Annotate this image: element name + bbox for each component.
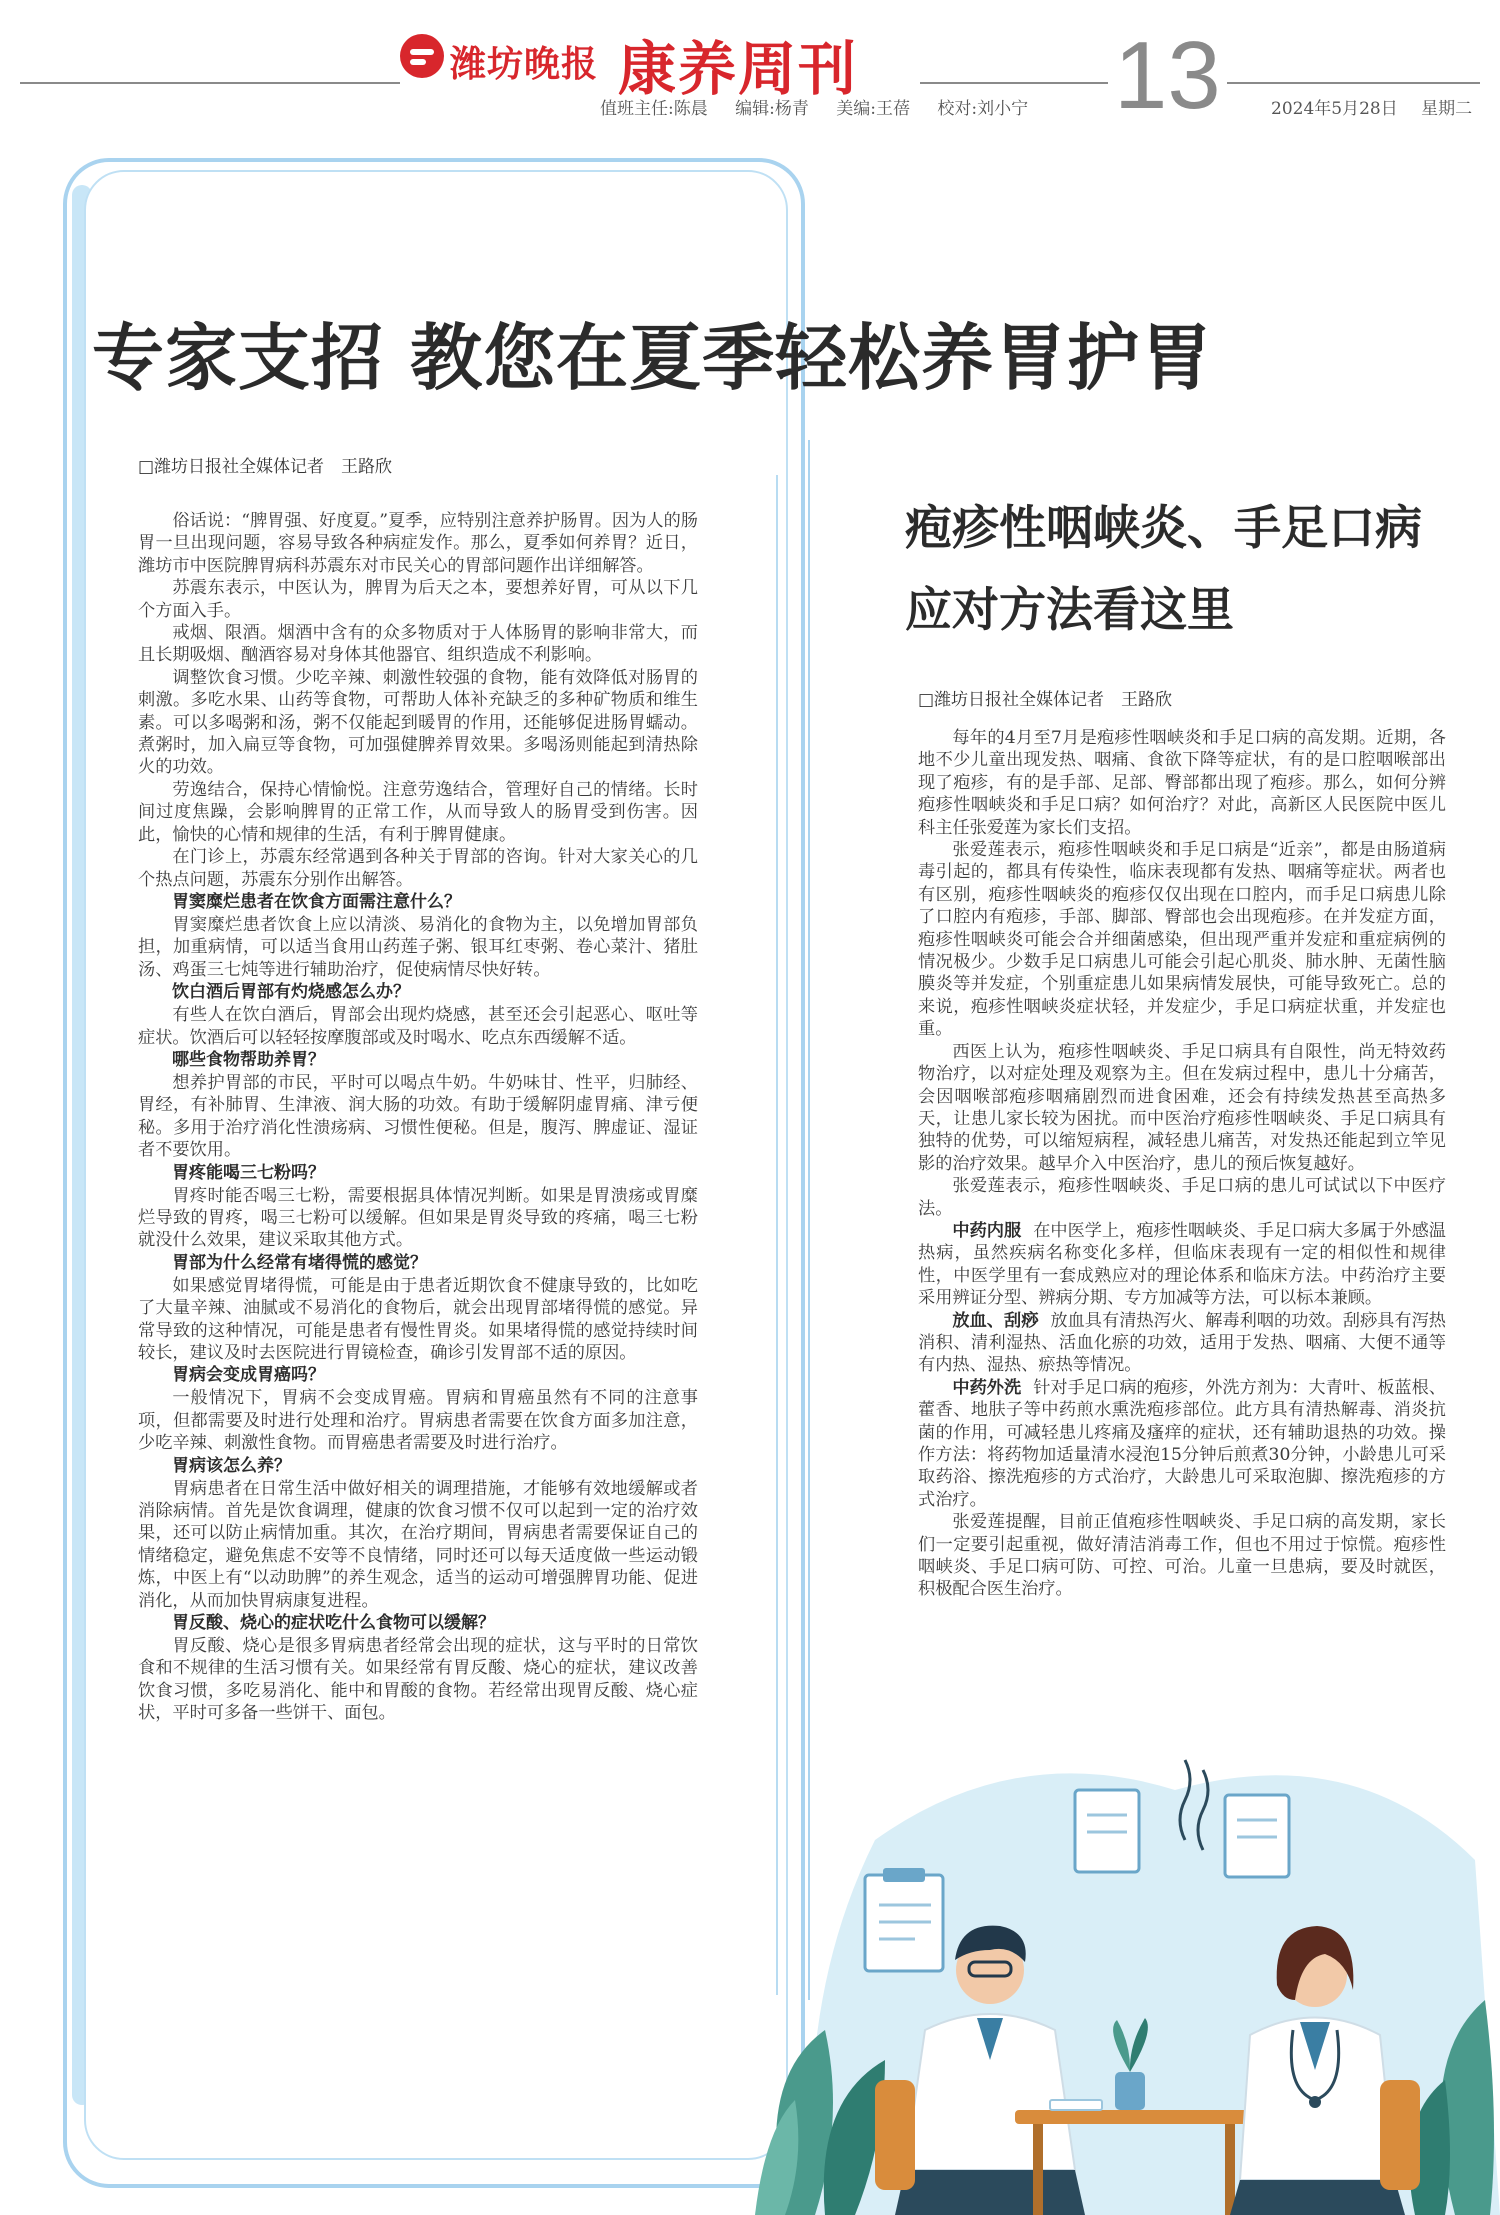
desk (1015, 2110, 1255, 2124)
paragraph: 有些人在饮白酒后，胃部会出现灼烧感，甚至还会引起恶心、呕吐等症状。饮酒后可以轻轻按摩腹部或及时喝水、吃点东西缓解不适。 (138, 1005, 698, 1048)
staff-proof: 校对:刘小宁 (937, 99, 1029, 119)
date-text: 2024年5月28日 (1271, 99, 1398, 119)
paragraph: 张爱莲表示，疱疹性咽峡炎、手足口病的患儿可试试以下中医疗法。 (918, 1176, 1446, 1219)
section-name: 康养周刊 (618, 35, 859, 103)
subheading: 胃病该怎么养？ (172, 1455, 291, 1476)
paragraph: 劳逸结合，保持心情愉悦。注意劳逸结合，管理好自己的情绪。长时间过度焦躁，会影响脾胃的正常工作，从而导致人的肠胃受到伤害。因此，愉快的心情和规律的生活，有利于脾胃健康。 (138, 779, 698, 845)
subheading: 胃反酸、烧心的症状吃什么食物可以缓解？ (172, 1613, 495, 1634)
paper-logo-icon (400, 34, 444, 78)
paragraph: 戒烟、限酒。烟酒中含有的众多物质对于人体肠胃的影响非常大，而且长期吸烟、酗酒容易对身体其他器官、组织造成不利影响。 (138, 623, 698, 666)
paragraph: 俗话说：“脾胃强、好度夏。”夏季，应特别注意养护肠胃。因为人的肠胃一旦出现问题，容易导致各种病症发作。那么，夏季如何养胃？近日，潍坊市中医院脾胃病科苏震东对市民关心的胃部问题作出详细解答。 (138, 511, 698, 576)
lead-label: 放血、刮痧 (952, 1310, 1039, 1331)
page-number: 13 (1108, 28, 1227, 124)
paragraph-text: 针对手足口病的疱疹，外洗方剂为：大青叶、板蓝根、藿香、地肤子等中药煎水熏洗疱疹部位。此方具有清热解毒、消炎抗菌的作用，可减轻患儿疼痛及瘙痒的症状，还有辅助退热的功效。操作方法：将药物加适量清水浸泡15分钟后煎煮30分钟，小龄患儿可采取药浴、擦洗疱疹的方式治疗，大龄患儿可采取泡脚、擦洗疱疹的方式治疗。 (918, 1377, 1446, 1510)
staff-credits (600, 94, 1050, 119)
masthead-logo (400, 22, 920, 103)
paragraph (918, 1377, 1446, 1511)
paragraph: 西医上认为，疱疹性咽峡炎、手足口病具有自限性，尚无特效药物治疗，以对症处理及观察为主。但在发病过程中，患儿十分痛苦，会因咽喉部疱疹咽痛剧烈而进食困难，还会有持续发热甚至高热多天，让患儿家长较为困扰。而中医治疗疱疹性咽峡炎、手足口病具有独特的优势，可以缩短病程，减轻患儿痛苦，对发热还能起到立竿见影的治疗效果。越早介入中医治疗，患儿的预后恢复越好。 (918, 1041, 1446, 1174)
paragraph: 一般情况下，胃病不会变成胃癌。胃病和胃癌虽然有不同的注意事项，但都需要及时进行处理和治疗。胃病患者需要在饮食方面多加注意，少吃辛辣、刺激性食物。而胃癌患者需要及时进行治疗。 (138, 1388, 698, 1454)
paragraph: 张爱莲提醒，目前正值疱疹性咽峡炎、手足口病的高发期，家长们一定要引起重视，做好清洁消毒工作，但也不用过于惊慌。疱疹性咽峡炎、手足口病可防、可控、可治。儿童一旦患病，要及时就医，积极配合医生治疗。 (918, 1512, 1446, 1600)
subheading: 胃疼能喝三七粉吗？ (172, 1162, 325, 1183)
lead-label: 中药内服 (952, 1220, 1022, 1241)
staff-duty: 值班主任:陈晨 (600, 99, 708, 119)
paragraph: 胃窦糜烂患者饮食上应以清淡、易消化的食物为主，以免增加胃部负担，加重病情，可以适当食用山药莲子粥、银耳红枣粥、卷心菜汁、猪肚汤、鸡蛋三七炖等进行辅助治疗，促使病情尽快好转。 (138, 914, 698, 980)
publication-date (1253, 94, 1472, 119)
right-headline-line1: 疱疹性咽峡炎、手足口病 (905, 501, 1422, 556)
paragraph: 想养护胃部的市民，平时可以喝点牛奶。牛奶味甘、性平，归肺经、胃经，有补肺胃、生津液、润大肠的功效。有助于缓解阴虚胃痛、津亏便秘。多用于治疗消化性溃疡病、习惯性便秘。但是，腹泻、脾虚证、湿证者不要饮用。 (138, 1072, 698, 1161)
right-headline (905, 488, 1465, 652)
main-headline: 专家支招 教您在夏季轻松养胃护胃 (92, 316, 1214, 400)
right-byline: □潍坊日报社全媒体记者 王路欣 (918, 690, 1173, 710)
paragraph (918, 1310, 1446, 1377)
paragraph: 每年的4月至7月是疱疹性咽峡炎和手足口病的高发期。近期，各地不少儿童出现发热、咽痛、食欲下降等症状，有的是口腔咽喉部出现了疱疹，有的是手部、足部、臀部都出现了疱疹。那么，如何分辨疱疹性咽峡炎和手足口病？如何治疗？对此，高新区人民医院中医儿科主任张爱莲为家长们支招。 (918, 728, 1446, 838)
right-article-body (918, 727, 1446, 1601)
paragraph: 胃病患者在日常生活中做好相关的调理措施，才能够有效地缓解或者消除病情。首先是饮食调理，健康的饮食习惯不仅可以起到一定的治疗效果，还可以防止病情加重。其次，在治疗期间，胃病患者需要保证自己的情绪稳定，避免焦虑不安等不良情绪，同时还可以每天适度做一些运动锻炼，中医上有“以动助脾”的养生观念，适当的运动可增强脾胃功能、促进消化，从而加快胃病康复进程。 (138, 1478, 698, 1611)
lead-label: 中药外洗 (952, 1377, 1022, 1398)
subheading: 胃部为什么经常有堵得慌的感觉？ (172, 1252, 427, 1273)
subheading: 胃窦糜烂患者在饮食方面需注意什么？ (172, 891, 461, 912)
subheading: 胃病会变成胃癌吗？ (172, 1365, 325, 1386)
paragraph (918, 1220, 1446, 1310)
subheading: 饮白酒后胃部有灼烧感怎么办？ (172, 982, 410, 1003)
left-byline: □潍坊日报社全媒体记者 王路欣 (138, 457, 393, 477)
staff-art: 美编:王蓓 (836, 99, 911, 119)
consultation-illustration (755, 1700, 1500, 2215)
paragraph: 张爱莲表示，疱疹性咽峡炎和手足口病是“近亲”，都是由肠道病毒引起的，都具有传染性，临床表现都有发热、咽痛等症状。两者也有区别，疱疹性咽峡炎的疱疹仅仅出现在口腔内，而手足口病患儿除了口腔内有疱疹，手部、脚部、臀部也会出现疱疹。在并发症方面，疱疹性咽峡炎可能会合并细菌感染，但出现严重并发症和重症病例的情况极少。少数手足口病患儿可能会引起心肌炎、肺水肿、无菌性脑膜炎等并发症，个别重症患儿如果病情发展快，可能导致死亡。总的来说，疱疹性咽峡炎症状轻，并发症少，手足口病症状重，并发症也重。 (918, 840, 1446, 1040)
paragraph-text: 放血具有清热泻火、解毒利咽的功效。刮痧具有泻热消积、清利湿热、活血化瘀的功效，适用于发热、咽痛、大便不通等有内热、湿热、瘀热等情况。 (918, 1310, 1446, 1376)
subheading: 哪些食物帮助养胃？ (172, 1049, 325, 1070)
weekday-text: 星期二 (1421, 99, 1473, 119)
right-headline-line2: 应对方法看这里 (905, 583, 1234, 638)
staff-editor: 编辑:杨青 (735, 99, 809, 119)
paragraph-text: 在中医学上，疱疹性咽峡炎、手足口病大多属于外感温热病，虽然疾病名称变化多样，但临床表现有一定的相似性和规律性，中医学里有一套成熟应对的理论体系和临床方法。中药治疗主要采用辨证分型、辨病分期、专方加减等方法，可以标本兼顾。 (918, 1220, 1446, 1309)
paragraph: 调整饮食习惯。少吃辛辣、刺激性较强的食物，能有效降低对肠胃的刺激。多吃水果、山药等食物，可帮助人体补充缺乏的多种矿物质和维生素。可以多喝粥和汤，粥不仅能起到暖胃的作用，还能够促进肠胃蠕动。煮粥时，加入扁豆等食物，可加强健脾养胃效果。多喝汤则能起到清热除火的功效。 (138, 667, 698, 778)
pot-plant-icon (1115, 2072, 1145, 2110)
paragraph: 苏震东表示，中医认为，脾胃为后天之本，要想养好胃，可从以下几个方面入手。 (138, 578, 698, 621)
paragraph: 胃疼时能否喝三七粉，需要根据具体情况判断。如果是胃溃疡或胃糜烂导致的胃疼，喝三七粉可以缓解。但如果是胃炎导致的疼痛，喝三七粉就没什么效果，建议采取其他方式。 (138, 1185, 698, 1251)
paragraph: 胃反酸、烧心是很多胃病患者经常会出现的症状，这与平时的日常饮食和不规律的生活习惯有关。如果经常有胃反酸、烧心的症状，建议改善饮食习惯，多吃易消化、能中和胃酸的食物。若经常出现胃反酸、烧心症状，平时可多备一些饼干、面包。 (138, 1636, 698, 1724)
paper-name: 潍坊晚报 (450, 44, 599, 85)
left-article-body (138, 510, 698, 1725)
paragraph: 在门诊上，苏震东经常遇到各种关于胃部的咨询。针对大家关心的几个热点问题，苏震东分别作出解答。 (138, 847, 698, 890)
paragraph: 如果感觉胃堵得慌，可能是由于患者近期饮食不健康导致的，比如吃了大量辛辣、油腻或不易消化的食物后，就会出现胃部堵得慌的感觉。异常导致的这种情况，可能是患者有慢性胃炎。如果堵得慌的感觉持续时间较长，建议及时去医院进行胃镜检查，确诊引发胃部不适的原因。 (138, 1275, 698, 1363)
